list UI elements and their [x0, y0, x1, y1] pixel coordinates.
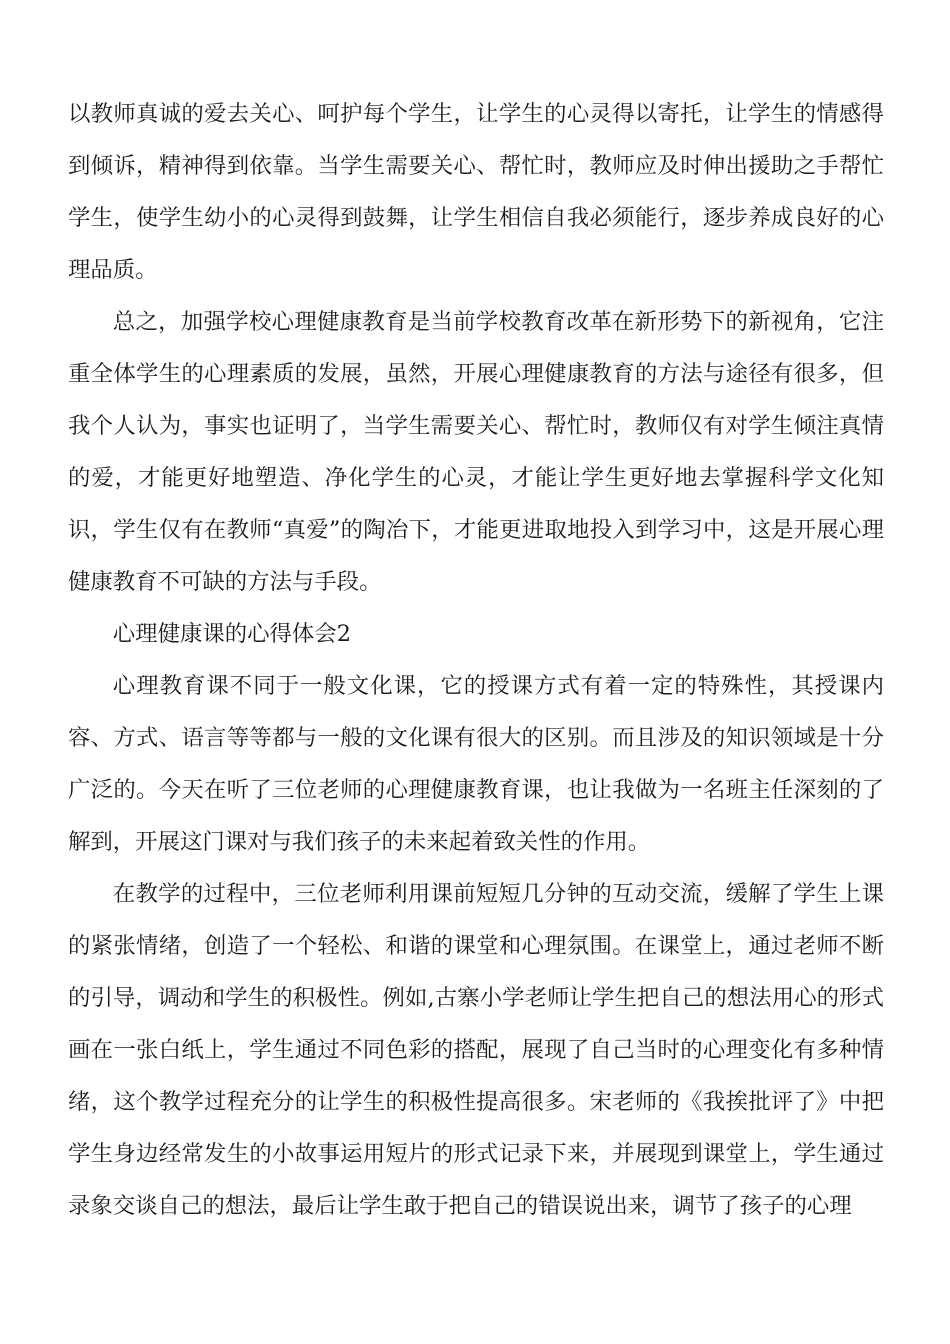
section-heading: 心理健康课的心得体会2 — [112, 621, 351, 647]
paragraph-3: 心理教育课不同于一般文化课，它的授课方式有着一定的特殊性，其授课内容、方式、语言等等都与一般的文化课有很大的区别。而且涉及的知识领域是十分广泛的。今天在听了三位老师的心理健康教育课，也让我做为一名班主任深刻的了解到，开展这门课对与我们孩子的未来起着致关性的作用。 — [68, 673, 884, 855]
document-page — [68, 88, 884, 1232]
paragraph-1: 以教师真诚的爱去关心、呵护每个学生，让学生的心灵得以寄托，让学生的情感得到倾诉，精神得到依靠。当学生需要关心、帮忙时，教师应及时伸出援助之手帮忙学生，使学生幼小的心灵得到鼓舞，让学生相信自我必须能行，逐步养成良好的心理品质。 — [68, 101, 884, 283]
paragraph-2: 总之，加强学校心理健康教育是当前学校教育改革在新形势下的新视角，它注重全体学生的心理素质的发展，虽然，开展心理健康教育的方法与途径有很多，但我个人认为，事实也证明了，当学生需要关心、帮忙时，教师仅有对学生倾注真情的爱，才能更好地塑造、净化学生的心灵，才能让学生更好地去掌握科学文化知识，学生仅有在教师“真爱”的陶冶下，才能更进取地投入到学习中，这是开展心理健康教育不可缺的方法与手段。 — [68, 309, 884, 595]
paragraph-4: 在教学的过程中，三位老师利用课前短短几分钟的互动交流，缓解了学生上课的紧张情绪，创造了一个轻松、和谐的课堂和心理氛围。在课堂上，通过老师不断的引导，调动和学生的积极性。例如,古寨小学老师让学生把自己的想法用心的形式画在一张白纸上，学生通过不同色彩的搭配，展现了自己当时的心理变化有多种情绪，这个教学过程充分的让学生的积极性提高很多。宋老师的《我挨批评了》中把学生身边经常发生的小故事运用短片的形式记录下来，并展现到课堂上，学生通过录象交谈自己的想法，最后让学生敢于把自己的错误说出来，调节了孩子的心理 — [68, 881, 884, 1219]
